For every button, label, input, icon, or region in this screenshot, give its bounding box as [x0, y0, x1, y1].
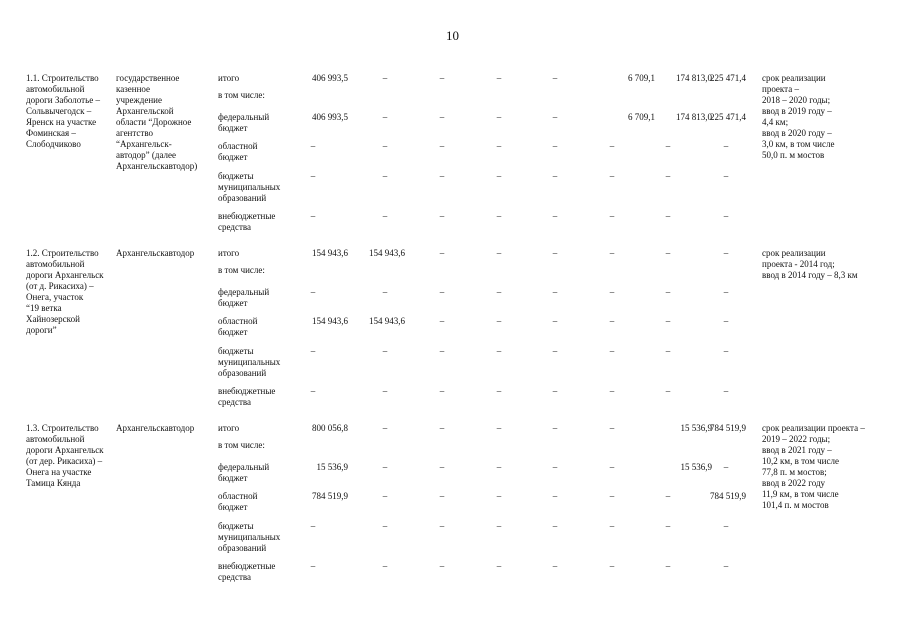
table-cell-value: –	[310, 521, 316, 531]
table-cell-value: –	[609, 316, 615, 326]
table-cell-value: –	[310, 211, 316, 221]
table-cell-value: –	[665, 491, 671, 501]
table-cell-value: –	[552, 112, 558, 122]
table-cell-value: 784 519,9	[710, 423, 746, 433]
table-cell-value: –	[665, 171, 671, 181]
project-name: 1.1. Строительство автомобильной дороги Заболотье – Сольвычегодск – Яренск на участке Фоминская – Слободчиково	[26, 73, 100, 149]
table-cell-value: –	[439, 248, 445, 258]
table-cell-value: –	[552, 73, 558, 83]
table-cell-value: –	[665, 287, 671, 297]
funding-source-label: федеральный бюджет	[218, 462, 270, 483]
funding-source-label: в том числе:	[218, 440, 265, 450]
table-cell-value: –	[609, 386, 615, 396]
table-cell-value: –	[723, 346, 729, 356]
table-cell-value: 174 813,0	[676, 112, 712, 122]
table-cell-value: –	[609, 521, 615, 531]
table-cell-value: –	[609, 462, 615, 472]
table-cell-value: –	[496, 386, 502, 396]
table-cell-value: –	[609, 141, 615, 151]
funding-source-label: федеральный бюджет	[218, 112, 270, 133]
table-cell-value: –	[439, 211, 445, 221]
table-cell-value: –	[609, 346, 615, 356]
table-cell-value: –	[439, 346, 445, 356]
table-cell-value: –	[439, 462, 445, 472]
table-cell-value: 6 709,1	[628, 73, 655, 83]
table-cell-value: –	[496, 521, 502, 531]
table-cell-value: –	[382, 491, 388, 501]
table-cell-value: –	[310, 386, 316, 396]
table-cell-value: –	[382, 561, 388, 571]
table-cell-value: –	[723, 287, 729, 297]
table-cell-value: –	[439, 316, 445, 326]
table-cell-value: –	[665, 346, 671, 356]
table-cell-value: –	[723, 171, 729, 181]
table-cell-value: 406 993,5	[312, 112, 348, 122]
table-cell-value: 784 519,9	[710, 491, 746, 501]
table-cell-value: –	[723, 316, 729, 326]
table-cell-value: –	[552, 386, 558, 396]
table-cell-value: 154 943,6	[369, 248, 405, 258]
table-cell-value: –	[310, 287, 316, 297]
funding-source-label: итого	[218, 423, 240, 433]
table-cell-value: –	[382, 521, 388, 531]
table-cell-value: –	[382, 423, 388, 433]
project-name: 1.3. Строительство автомобильной дороги Архангельск (от дер. Рикасиха) – Онега на участке Тамица Кянда	[26, 423, 104, 488]
funding-source-label: областной бюджет	[218, 141, 258, 162]
table-cell-value: 15 536,9	[680, 423, 712, 433]
table-cell-value: 154 943,6	[369, 316, 405, 326]
table-cell-value: 406 993,5	[312, 73, 348, 83]
table-cell-value: 154 943,6	[312, 316, 348, 326]
table-cell-value: 225 471,4	[710, 73, 746, 83]
table-cell-value: –	[439, 171, 445, 181]
funding-source-label: бюджеты муниципальных образований	[218, 521, 281, 553]
table-cell-value: –	[382, 462, 388, 472]
table-cell-value: –	[439, 491, 445, 501]
table-cell-value: –	[496, 287, 502, 297]
table-cell-value: –	[382, 73, 388, 83]
funding-source-label: в том числе:	[218, 90, 265, 100]
project-note: срок реализации проекта – 2019 – 2022 годы; ввод в 2021 году – 10,2 км, в том числе 77,8 п. м мостов; ввод в 2022 году 11,9 км, в том числе 101,4 п. м мостов	[762, 423, 865, 510]
table-cell-value: –	[382, 112, 388, 122]
table-cell-value: –	[496, 112, 502, 122]
table-cell-value: –	[552, 491, 558, 501]
table-cell-value: –	[496, 316, 502, 326]
table-cell-value: –	[496, 73, 502, 83]
table-cell-value: –	[310, 346, 316, 356]
table-cell-value: –	[665, 211, 671, 221]
table-cell-value: –	[552, 287, 558, 297]
table-cell-value: –	[552, 423, 558, 433]
table-cell-value: 225 471,4	[710, 112, 746, 122]
table-cell-value: –	[496, 561, 502, 571]
table-cell-value: 6 709,1	[628, 112, 655, 122]
funding-source-label: итого	[218, 73, 240, 83]
table-cell-value: 154 943,6	[312, 248, 348, 258]
funding-source-label: бюджеты муниципальных образований	[218, 171, 281, 203]
funding-source-label: в том числе:	[218, 265, 265, 275]
table-cell-value: 15 536,9	[316, 462, 348, 472]
table-cell-value: –	[439, 141, 445, 151]
table-cell-value: –	[496, 211, 502, 221]
table-cell-value: –	[552, 316, 558, 326]
table-cell-value: –	[609, 211, 615, 221]
table-cell-value: –	[665, 521, 671, 531]
table-cell-value: –	[496, 141, 502, 151]
table-cell-value: –	[723, 561, 729, 571]
table-cell-value: –	[496, 171, 502, 181]
table-cell-value: –	[665, 386, 671, 396]
table-cell-value: –	[439, 112, 445, 122]
project-executor: Архангельскавтодор	[116, 423, 195, 433]
table-cell-value: –	[609, 561, 615, 571]
page-number: 10	[446, 28, 459, 43]
table-cell-value: –	[439, 73, 445, 83]
table-cell-value: –	[609, 248, 615, 258]
project-executor: Архангельскавтодор	[116, 248, 195, 258]
table-cell-value: –	[382, 211, 388, 221]
table-cell-value: –	[310, 561, 316, 571]
table-cell-value: –	[665, 248, 671, 258]
table-cell-value: –	[552, 462, 558, 472]
table-cell-value: –	[609, 287, 615, 297]
table-cell-value: 800 056,8	[312, 423, 348, 433]
table-cell-value: –	[665, 561, 671, 571]
table-cell-value: –	[382, 141, 388, 151]
table-cell-value: –	[723, 386, 729, 396]
table-cell-value: –	[496, 346, 502, 356]
table-cell-value: –	[609, 423, 615, 433]
table-cell-value: –	[723, 521, 729, 531]
project-executor: государственное казенное учреждение Архангельской области “Дорожное агентство “Архангельск- автодор” (далее Архангельскавтодор)	[116, 73, 198, 171]
table-cell-value: –	[723, 248, 729, 258]
table-cell-value: –	[439, 561, 445, 571]
table-cell-value: –	[382, 386, 388, 396]
table-cell-value: –	[310, 171, 316, 181]
project-note: срок реализации проекта - 2014 год; ввод в 2014 году – 8,3 км	[762, 248, 858, 280]
table-cell-value: –	[552, 346, 558, 356]
table-cell-value: –	[665, 316, 671, 326]
table-cell-value: –	[552, 211, 558, 221]
table-cell-value: –	[552, 171, 558, 181]
table-cell-value: –	[609, 491, 615, 501]
table-cell-value: –	[723, 211, 729, 221]
table-cell-value: –	[439, 386, 445, 396]
table-cell-value: –	[382, 346, 388, 356]
table-cell-value: –	[552, 248, 558, 258]
table-cell-value: –	[609, 171, 615, 181]
funding-source-label: итого	[218, 248, 240, 258]
project-name: 1.2. Строительство автомобильной дороги Архангельск (от д. Рикасиха) – Онега, участок “19 ветка Хайнозерской дороги”	[26, 248, 104, 335]
funding-source-label: внебюджетные средства	[218, 211, 276, 232]
table-cell-value: –	[439, 521, 445, 531]
funding-source-label: внебюджетные средства	[218, 561, 276, 582]
table-cell-value: –	[723, 462, 729, 472]
table-cell-value: –	[552, 561, 558, 571]
table-cell-value: –	[496, 462, 502, 472]
table-cell-value: –	[552, 521, 558, 531]
table-cell-value: –	[382, 171, 388, 181]
table-cell-value: –	[552, 141, 558, 151]
table-cell-value: 784 519,9	[312, 491, 348, 501]
table-cell-value: –	[496, 248, 502, 258]
funding-source-label: федеральный бюджет	[218, 287, 270, 308]
funding-source-label: бюджеты муниципальных образований	[218, 346, 281, 378]
table-cell-value: 174 813,0	[676, 73, 712, 83]
table-cell-value: –	[496, 423, 502, 433]
project-note: срок реализации проекта – 2018 – 2020 годы; ввод в 2019 году – 4,4 км; ввод в 2020 году – 3,0 км, в том числе 50,0 п. м мостов	[762, 73, 835, 160]
table-cell-value: –	[665, 141, 671, 151]
funding-source-label: внебюджетные средства	[218, 386, 276, 407]
table-cell-value: 15 536,9	[680, 462, 712, 472]
table-cell-value: –	[439, 423, 445, 433]
table-cell-value: –	[310, 141, 316, 151]
table-cell-value: –	[382, 287, 388, 297]
funding-source-label: областной бюджет	[218, 491, 258, 512]
table-cell-value: –	[723, 141, 729, 151]
table-cell-value: –	[439, 287, 445, 297]
funding-source-label: областной бюджет	[218, 316, 258, 337]
table-cell-value: –	[496, 491, 502, 501]
